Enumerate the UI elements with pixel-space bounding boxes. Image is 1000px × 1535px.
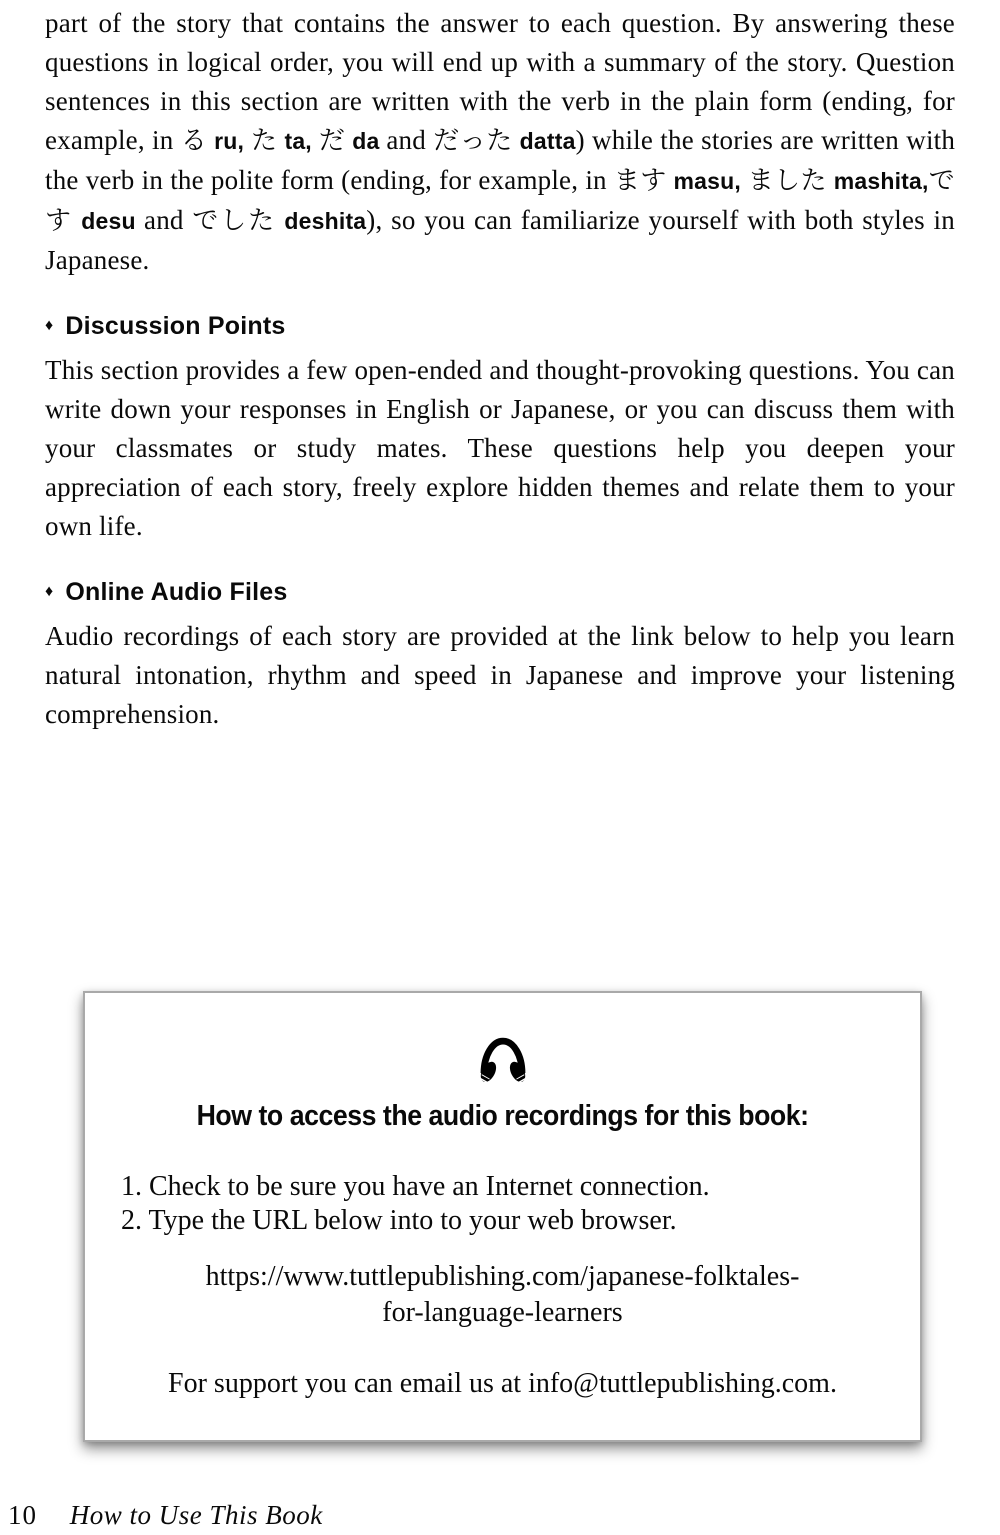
- intro-text-segment-jp: です: [45, 166, 956, 236]
- page-footer: [8, 1500, 323, 1531]
- intro-text-segment-romaji: mashita,: [826, 168, 929, 194]
- audio-url-line1: https://www.tuttlepublishing.com/japanese-folktales-: [205, 1261, 800, 1292]
- intro-text-segment-plain: ) while the stories are written with the verb in the polite form (ending, for example, in: [45, 125, 956, 195]
- section-heading-discussion-points: [45, 311, 955, 341]
- intro-text-segment-romaji: ta,: [277, 128, 319, 154]
- intro-text-segment-plain: and: [144, 205, 193, 235]
- step-item: 1. Check to be sure you have an Internet connection.: [121, 1171, 710, 1202]
- steps-list: [121, 1170, 920, 1238]
- page-content: [45, 4, 955, 734]
- audio-url: [85, 1259, 920, 1331]
- intro-text-segment-jp: る: [180, 126, 208, 156]
- audio-box-heading: How to access the audio recordings for this book:: [196, 1100, 809, 1132]
- intro-text-segment-jp: でした: [192, 206, 277, 236]
- intro-text-segment-jp: ます: [613, 166, 667, 196]
- intro-text-segment-romaji: ru,: [207, 128, 252, 154]
- intro-text-segment-plain: part of the story that contains the answer to each question. By answering these questions in logical order, you will end up with a summary of the story. Question sentences in this section are written with the verb in the plain form (ending, for example, in: [45, 8, 955, 155]
- audio-url-line2: for-language-learners: [382, 1297, 623, 1328]
- headphones-icon: [85, 1027, 920, 1091]
- intro-paragraph: [45, 4, 955, 280]
- intro-text-segment-romaji: datta: [512, 128, 576, 154]
- intro-text-segment-jp: だ: [318, 126, 346, 156]
- section-title-online-audio-files: Online Audio Files: [65, 578, 288, 606]
- running-footer-title: How to Use This Book: [69, 1500, 323, 1530]
- support-email-line: For support you can email us at info@tuttlepublishing.com.: [168, 1368, 837, 1399]
- page-number: 10: [8, 1500, 37, 1530]
- step-item: 2. Type the URL below into to your web browser.: [121, 1205, 677, 1236]
- audio-box-heading-row: [85, 1091, 920, 1133]
- intro-text-segment-romaji: deshita: [276, 208, 367, 234]
- intro-text-segment-jp: ました: [747, 166, 827, 196]
- intro-text-segment-romaji: desu: [72, 208, 145, 234]
- intro-text-segment-plain: and: [386, 125, 434, 155]
- section-heading-online-audio-files: [45, 577, 955, 607]
- section-title-discussion-points: Discussion Points: [65, 312, 286, 340]
- audio-access-box: [83, 991, 922, 1442]
- intro-text-segment-romaji: da: [345, 128, 387, 154]
- diamond-bullet-icon: ♦: [45, 583, 54, 600]
- intro-text-segment-jp: だった: [433, 126, 513, 156]
- discussion-points-body: This section provides a few open-ended and thought-provoking questions. You can write down your responses in English or Japanese, or you can discuss them with your classmates or study mates. These questions help you deepen your appreciation of each story, freely explore hidden themes and relate them to your own life.: [45, 355, 955, 541]
- intro-text-segment-jp: た: [251, 126, 278, 156]
- online-audio-files-body: Audio recordings of each story are provided at the link below to help you learn natural intonation, rhythm and speed in Japanese and improve your listening comprehension.: [45, 621, 955, 729]
- intro-text-segment-romaji: masu,: [666, 168, 748, 194]
- diamond-bullet-icon: ♦: [45, 317, 54, 334]
- intro-text-segment-plain: ), so you can familiarize yourself with both styles in Japanese.: [45, 205, 955, 275]
